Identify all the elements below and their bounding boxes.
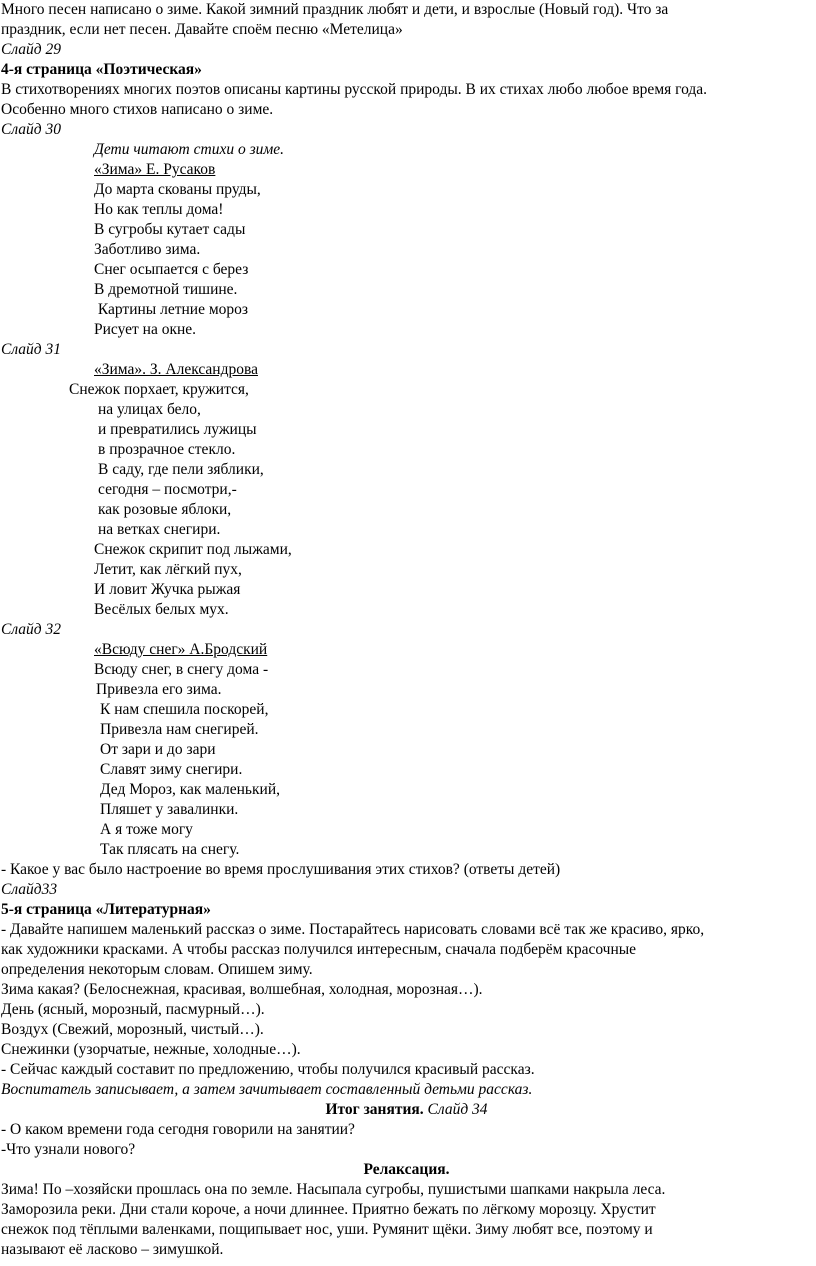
- poem-1-line: Снег осыпается с берез: [94, 261, 249, 278]
- relaxation-line: называют её ласково – зимушкой.: [1, 1241, 224, 1258]
- slide-34-label: Слайд 34: [423, 1101, 488, 1118]
- poem-3-title: «Всюду снег» А.Бродский: [94, 641, 268, 658]
- poetic-intro-line-2: Особенно много стихов написано о зиме.: [1, 101, 274, 118]
- poem-3-line: Славят зиму снегири.: [100, 761, 243, 778]
- poem-3-line: От зари и до зари: [100, 741, 216, 758]
- summary-question: - О каком времени года сегодня говорили на занятии?: [1, 1121, 355, 1138]
- intro-line-1: Много песен написано о зиме. Какой зимний праздник любят и дети, и взрослые (Новый год). Что за: [1, 1, 669, 18]
- section-heading-literary: 5-я страница «Литературная»: [1, 901, 211, 918]
- kids-read-note: Дети читают стихи о зиме.: [94, 141, 285, 158]
- literary-line: Снежинки (узорчатые, нежные, холодные…).: [1, 1041, 301, 1058]
- summary-title: Итог занятия.: [325, 1101, 424, 1118]
- slide-31-label: Слайд 31: [1, 341, 62, 358]
- poem-1-title: «Зима» Е. Русаков: [94, 161, 216, 178]
- poem-3-line: Дед Мороз, как маленький,: [100, 781, 280, 798]
- slide-32-label: Слайд 32: [1, 621, 62, 638]
- literary-line: - Сейчас каждый составит по предложению, чтобы получился красивый рассказ.: [1, 1061, 535, 1078]
- relaxation-line: снежок под тёплыми валенками, пощипывает нос, уши. Румянит щёки. Зиму любят все, поэтому и: [1, 1221, 653, 1238]
- relaxation-heading: Релаксация.: [363, 1161, 450, 1178]
- poem-2-line: В саду, где пели зяблики,: [98, 461, 264, 478]
- poem-1-line: Картины летние мороз: [94, 301, 249, 318]
- poem-2-line: и превратились лужицы: [98, 421, 257, 438]
- intro-line-2: праздник, если нет песен. Давайте споём песню «Метелица»: [1, 21, 403, 38]
- poem-2-line: как розовые яблоки,: [98, 501, 232, 518]
- literary-line: - Давайте напишем маленький рассказ о зиме. Постарайтесь нарисовать словами всё так же красиво, ярко,: [1, 921, 705, 938]
- poem-2-line: И ловит Жучка рыжая: [94, 581, 241, 598]
- poetic-intro-line-1: В стихотворениях многих поэтов описаны картины русской природы. В их стихах любо любое время года.: [1, 81, 708, 98]
- slide-33-label: Слайд33: [1, 881, 58, 898]
- poem-1-line: Но как теплы дома!: [94, 201, 224, 218]
- poem-1-line: В дремотной тишине.: [94, 281, 238, 298]
- poem-3-line: К нам спешила поскорей,: [100, 701, 269, 718]
- poem-2-line: в прозрачное стекло.: [98, 441, 236, 458]
- poem-2-line: Снежок скрипит под лыжами,: [94, 541, 292, 558]
- relaxation-line: Зима! По –хозяйски прошлась она по земле. Насыпала сугробы, пушистыми шапками накрыла леса.: [1, 1181, 666, 1198]
- literary-line: как художники красками. А чтобы рассказ получился интересным, сначала подберём красочные: [1, 941, 637, 958]
- slide-29-label: Слайд 29: [1, 41, 62, 58]
- poem-2-line: сегодня – посмотри,-: [98, 481, 237, 498]
- literary-line: Зима какая? (Белоснежная, красивая, волшебная, холодная, морозная…).: [1, 981, 483, 998]
- poem-1-line: В сугробы кутает сады: [94, 221, 246, 238]
- poem-2-line: на ветках снегири.: [98, 521, 221, 538]
- poem-2-line: Снежок порхает, кружится,: [69, 381, 249, 398]
- poem-1-line: Рисует на окне.: [94, 321, 197, 338]
- poem-2-line: Весёлых белых мух.: [94, 601, 229, 618]
- literary-line: День (ясный, морозный, пасмурный…).: [1, 1001, 265, 1018]
- poem-2-line: на улицах бело,: [98, 401, 201, 418]
- poem-3-line: Привезла нам снегирей.: [100, 721, 259, 738]
- poem-1-line: До марта скованы пруды,: [94, 181, 261, 198]
- relaxation-line: Заморозила реки. Дни стали короче, а ночи длиннее. Приятно бежать по лёгкому морозцу. Хрустит: [1, 1201, 656, 1218]
- poem-1-line: Заботливо зима.: [94, 241, 201, 258]
- poem-3-line: Привезла его зима.: [96, 681, 222, 698]
- poem-3-line: А я тоже могу: [100, 821, 193, 838]
- poem-3-line: Пляшет у завалинки.: [100, 801, 239, 818]
- poem-3-line: Всюду снег, в снегу дома -: [94, 661, 269, 678]
- poem-2-line: Летит, как лёгкий пух,: [94, 561, 242, 578]
- poem-3-line: Так плясать на снегу.: [100, 841, 240, 858]
- literary-line: определения некоторым словам. Опишем зиму.: [1, 961, 313, 978]
- summary-heading: [0, 1100, 812, 1120]
- section-heading-poetic: 4-я страница «Поэтическая»: [1, 61, 202, 78]
- slide-30-label: Слайд 30: [1, 121, 62, 138]
- poem-2-title: «Зима». З. Александрова: [94, 361, 258, 378]
- summary-question: -Что узнали нового?: [1, 1141, 136, 1158]
- teacher-note: Воспитатель записывает, а затем зачитывает составленный детьми рассказ.: [1, 1081, 533, 1098]
- literary-line: Воздух (Свежий, морозный, чистый…).: [1, 1021, 264, 1038]
- question-mood: - Какое у вас было настроение во время прослушивания этих стихов? (ответы детей): [1, 861, 561, 878]
